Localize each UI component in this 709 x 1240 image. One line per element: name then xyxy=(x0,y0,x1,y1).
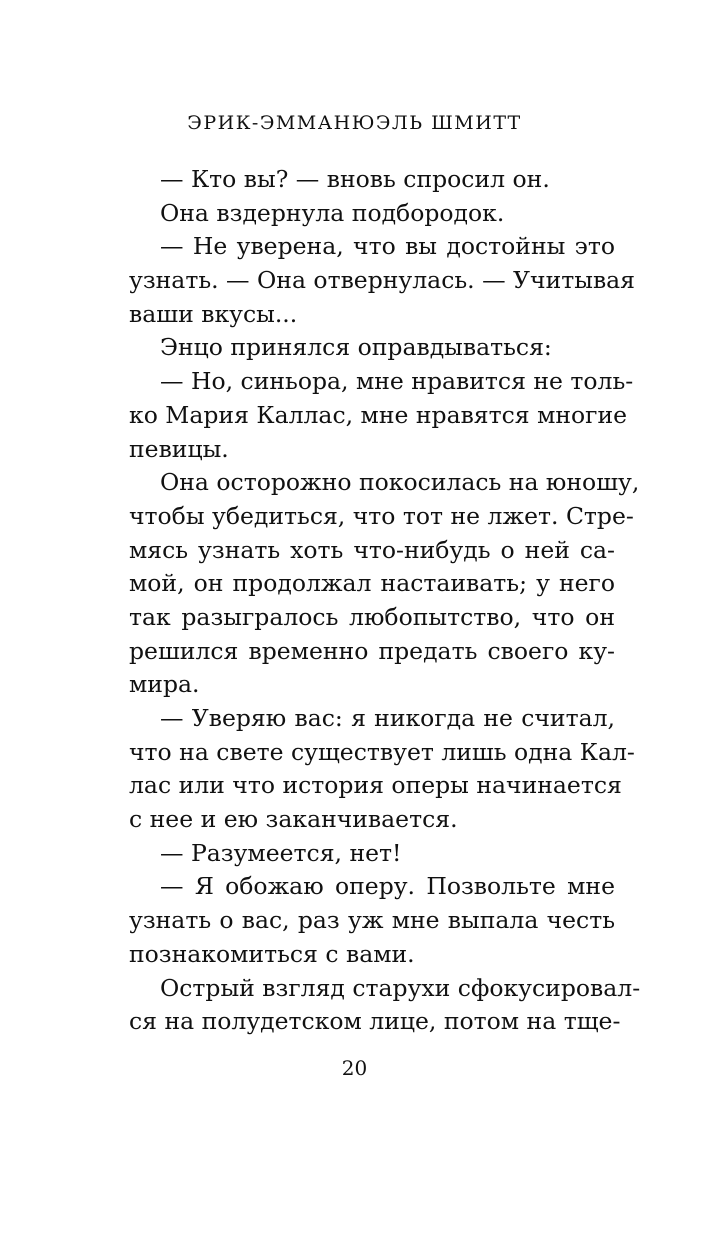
text-line: — Но, синьора, мне нравится не толь- xyxy=(160,367,634,396)
text-line: ся на полудетском лице, потом на тще- xyxy=(129,1007,621,1036)
text-line: — Разумеется, нет! xyxy=(160,838,402,867)
text-line: Она осторожно покосилась на юношу, xyxy=(160,468,640,497)
text-line: что на свете существует лишь одна Кал- xyxy=(129,737,635,766)
text-line: мой, он продолжал настаивать; у него xyxy=(129,569,615,598)
text-line: ваши вкусы... xyxy=(129,299,298,328)
text-line: так разыгралось любопытство, что он xyxy=(129,602,615,631)
text-line: узнать о вас, раз уж мне выпала честь xyxy=(129,906,615,935)
text-line: решился временно предать своего ку- xyxy=(129,636,615,665)
text-line: певицы. xyxy=(129,434,229,463)
text-line: узнать. — Она отвернулась. — Учитывая xyxy=(129,266,636,295)
text-line: — Кто вы? — вновь спросил он. xyxy=(160,165,550,193)
text-line: — Не уверена, что вы достойны это xyxy=(160,232,615,261)
text-line: Энцо принялся оправдываться: xyxy=(160,333,552,362)
text-line: Острый взгляд старухи сфокусировал- xyxy=(160,973,641,1002)
running-header-author: ЭРИК-ЭММАНЮЭЛЬ ШМИТТ xyxy=(187,112,522,134)
text-line: — Уверяю вас: я никогда не считал, xyxy=(160,704,615,732)
text-line: мира. xyxy=(129,670,200,699)
text-line: ко Мария Каллас, мне нравятся многие xyxy=(129,400,628,429)
text-line: мясь узнать хоть что-нибудь о ней са- xyxy=(129,535,615,564)
text-line: с нее и ею заканчивается. xyxy=(129,805,458,834)
text-line: Она вздернула подбородок. xyxy=(160,198,505,227)
text-line: познакомиться с вами. xyxy=(129,939,415,968)
text-line: лас или что история оперы начинается xyxy=(129,771,622,800)
text-line: чтобы убедиться, что тот не лжет. Стре- xyxy=(129,501,634,530)
page-number: 20 xyxy=(341,1056,368,1080)
text-line: — Я обожаю оперу. Позвольте мне xyxy=(160,872,615,901)
body-text xyxy=(129,163,641,1039)
